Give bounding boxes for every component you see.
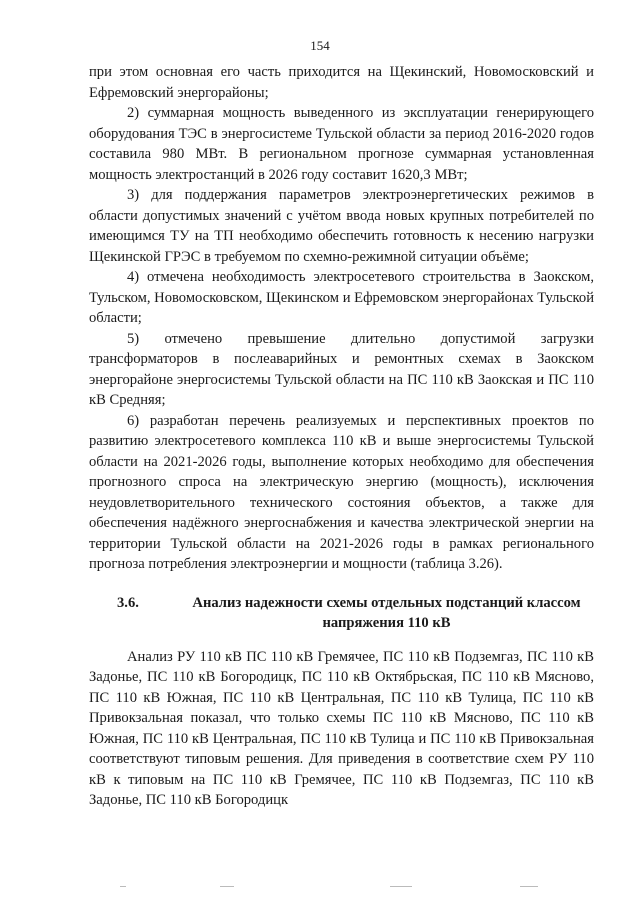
section-heading bbox=[89, 593, 594, 633]
paragraph: 3) для поддержания параметров электроэнергетических режимов в области допустимых значений с учётом ввода новых крупных потребителей по имеющимся ТУ на ТП необходимо обеспечить готовность к несению нагрузки Щекинской ГРЭС в требуемом по схемно-режимной ситуации объёме; bbox=[89, 187, 594, 265]
scan-artifacts bbox=[100, 884, 580, 890]
section-title: Анализ надежности схемы отдельных подстанций классом напряжения 110 кВ bbox=[192, 594, 581, 631]
paragraph: 5) отмечено превышение длительно допустимой загрузки трансформаторов в послеаварийных и ремонтных схемах в Заокском энергорайоне энергосистемы Тульской области на ПС 110 кВ Заокская и ПС 110 кВ Средняя; bbox=[89, 330, 594, 408]
page-content bbox=[89, 62, 594, 811]
section-number: 3.6. bbox=[117, 594, 139, 611]
paragraph: 4) отмечена необходимость электросетевого строительства в Заокском, Тульском, Новомосковском, Щекинском и Ефремовском энергорайонах Тульской области; bbox=[89, 269, 594, 326]
paragraph: Анализ РУ 110 кВ ПС 110 кВ Гремячее, ПС 110 кВ Подземгаз, ПС 110 кВ Задонье, ПС 110 кВ Богородицк, ПС 110 кВ Октябрьская, ПС 110 кВ Мясново, ПС 110 кВ Южная, ПС 110 кВ Центральная, ПС 110 кВ Тулица, ПС 110 кВ Привокзальная показал, что только схемы ПС 110 кВ Мясново, ПС 110 кВ Южная, ПС 110 кВ Центральная, ПС 110 кВ Тулица и ПС 110 кВ Привокзальная соответствуют типовым решения. Для приведения в соответствие схем РУ 110 кВ к типовым на ПС 110 кВ Гремячее, ПС 110 кВ Подземгаз, ПС 110 кВ Задонье, ПС 110 кВ Богородицк bbox=[89, 648, 594, 808]
paragraph: 6) разработан перечень реализуемых и перспективных проектов по развитию электросетевого комплекса 110 кВ и выше энергосистемы Тульской области на 2021-2026 годы, выполнение которых необходимо для обеспечения прогнозного спроса на электрическую энергию (мощность), исключения неудовлетворительного технического состояния объектов, а также для обеспечения надёжного энергоснабжения и качества электрической энергии на территории Тульской области на 2021-2026 годы в рамках регионального прогноза потребления электроэнергии и мощности (таблица 3.26). bbox=[89, 412, 594, 572]
paragraph: 2) суммарная мощность выведенного из эксплуатации генерирующего оборудования ТЭС в энергосистеме Тульской области за период 2016-2020 годов составила 980 МВт. В региональном прогнозе суммарная установленная мощность электростанций в 2026 году составит 1620,3 МВт; bbox=[89, 105, 594, 183]
paragraph: при этом основная его часть приходится на Щекинский, Новомосковский и Ефремовский энергорайоны; bbox=[89, 64, 594, 101]
page-number: 154 bbox=[310, 38, 330, 53]
paragraphs-before bbox=[89, 62, 594, 575]
paragraphs-after bbox=[89, 647, 594, 811]
